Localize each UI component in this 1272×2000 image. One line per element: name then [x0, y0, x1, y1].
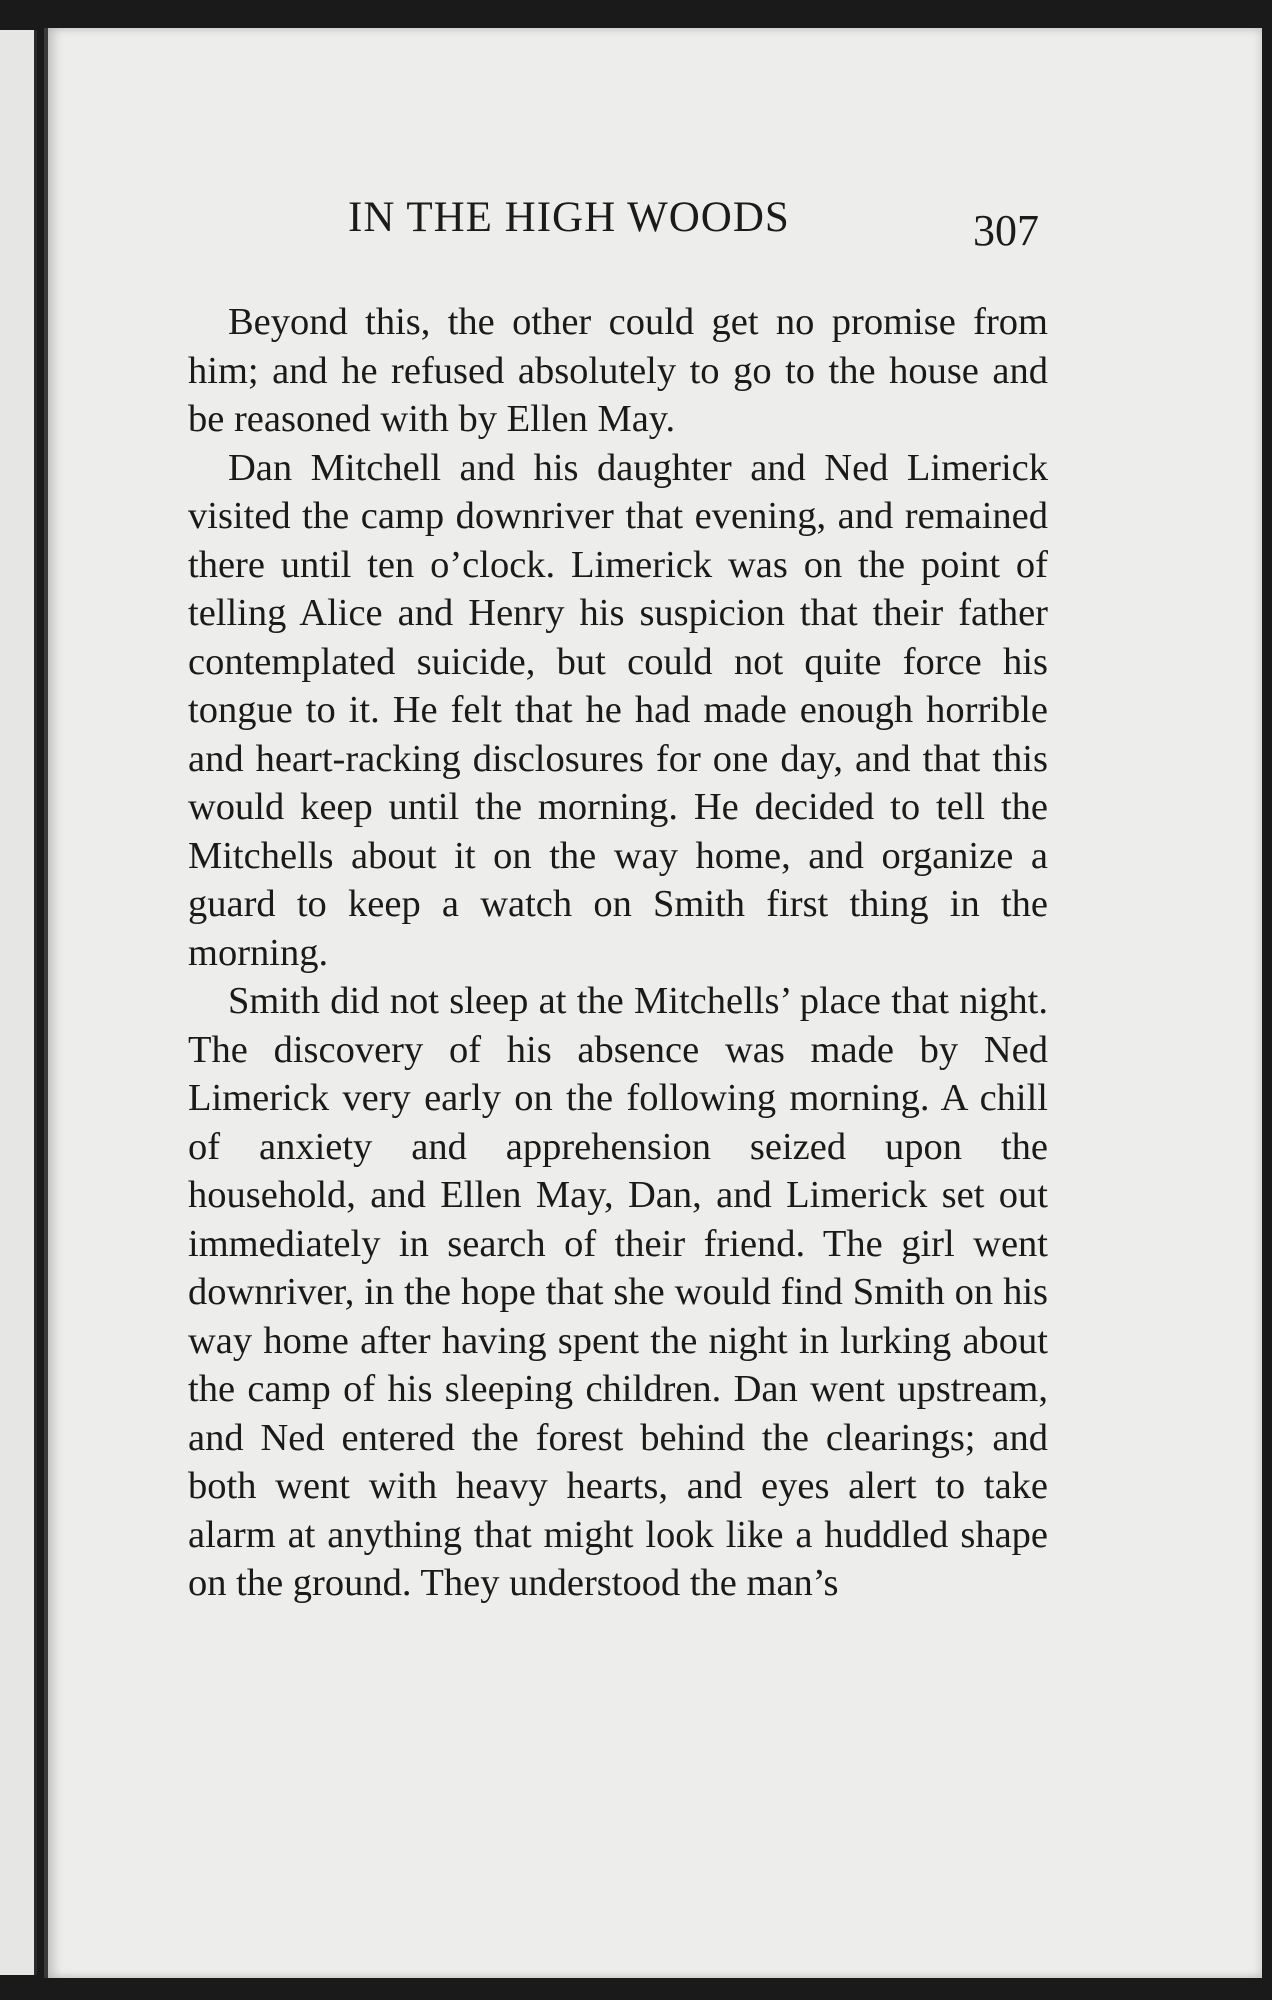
facing-page-edge: [0, 30, 37, 1975]
paragraph: Dan Mitchell and his daughter and Ned Limerick visited the camp downriver that evening, and remained there until ten o’clock. Limerick was on the point of telling Alice and Henry his suspicion that their father contemplated suicide, but could not quite force his tongue to it. He felt that he had made enough horrible and heart-racking disclosures for one day, and that this would keep until the morning. He decided to tell the Mitchells about it on the way home, and organize a guard to keep a watch on Smith first thing in the morning.: [188, 446, 1048, 974]
running-head: IN THE HIGH WOODS: [348, 194, 790, 241]
paragraph: Beyond this, the other could get no promise from him; and he refused absolutely to go to the house and be reasoned with by Ellen May.: [188, 301, 1048, 440]
page-number: 307: [973, 206, 1039, 255]
book-page: [44, 28, 1262, 1978]
paragraph: Smith did not sleep at the Mitchells’ place that night. The discovery of his absence was made by Ned Limerick very early on the following morning. A chill of anxiety and apprehension seized upon the household, and Ellen May, Dan, and Limerick set out immediately in search of their friend. The girl went downriver, in the hope that she would find Smith on his way home after having spent the night in lurking about the camp of his sleeping children. Dan went upstream, and Ned entered the forest behind the clearings; and both went with heavy hearts, and eyes alert to take alarm at anything that might look like a huddled shape on the ground. They understood the man’s: [188, 980, 1048, 1604]
body-text: [188, 298, 1048, 1608]
